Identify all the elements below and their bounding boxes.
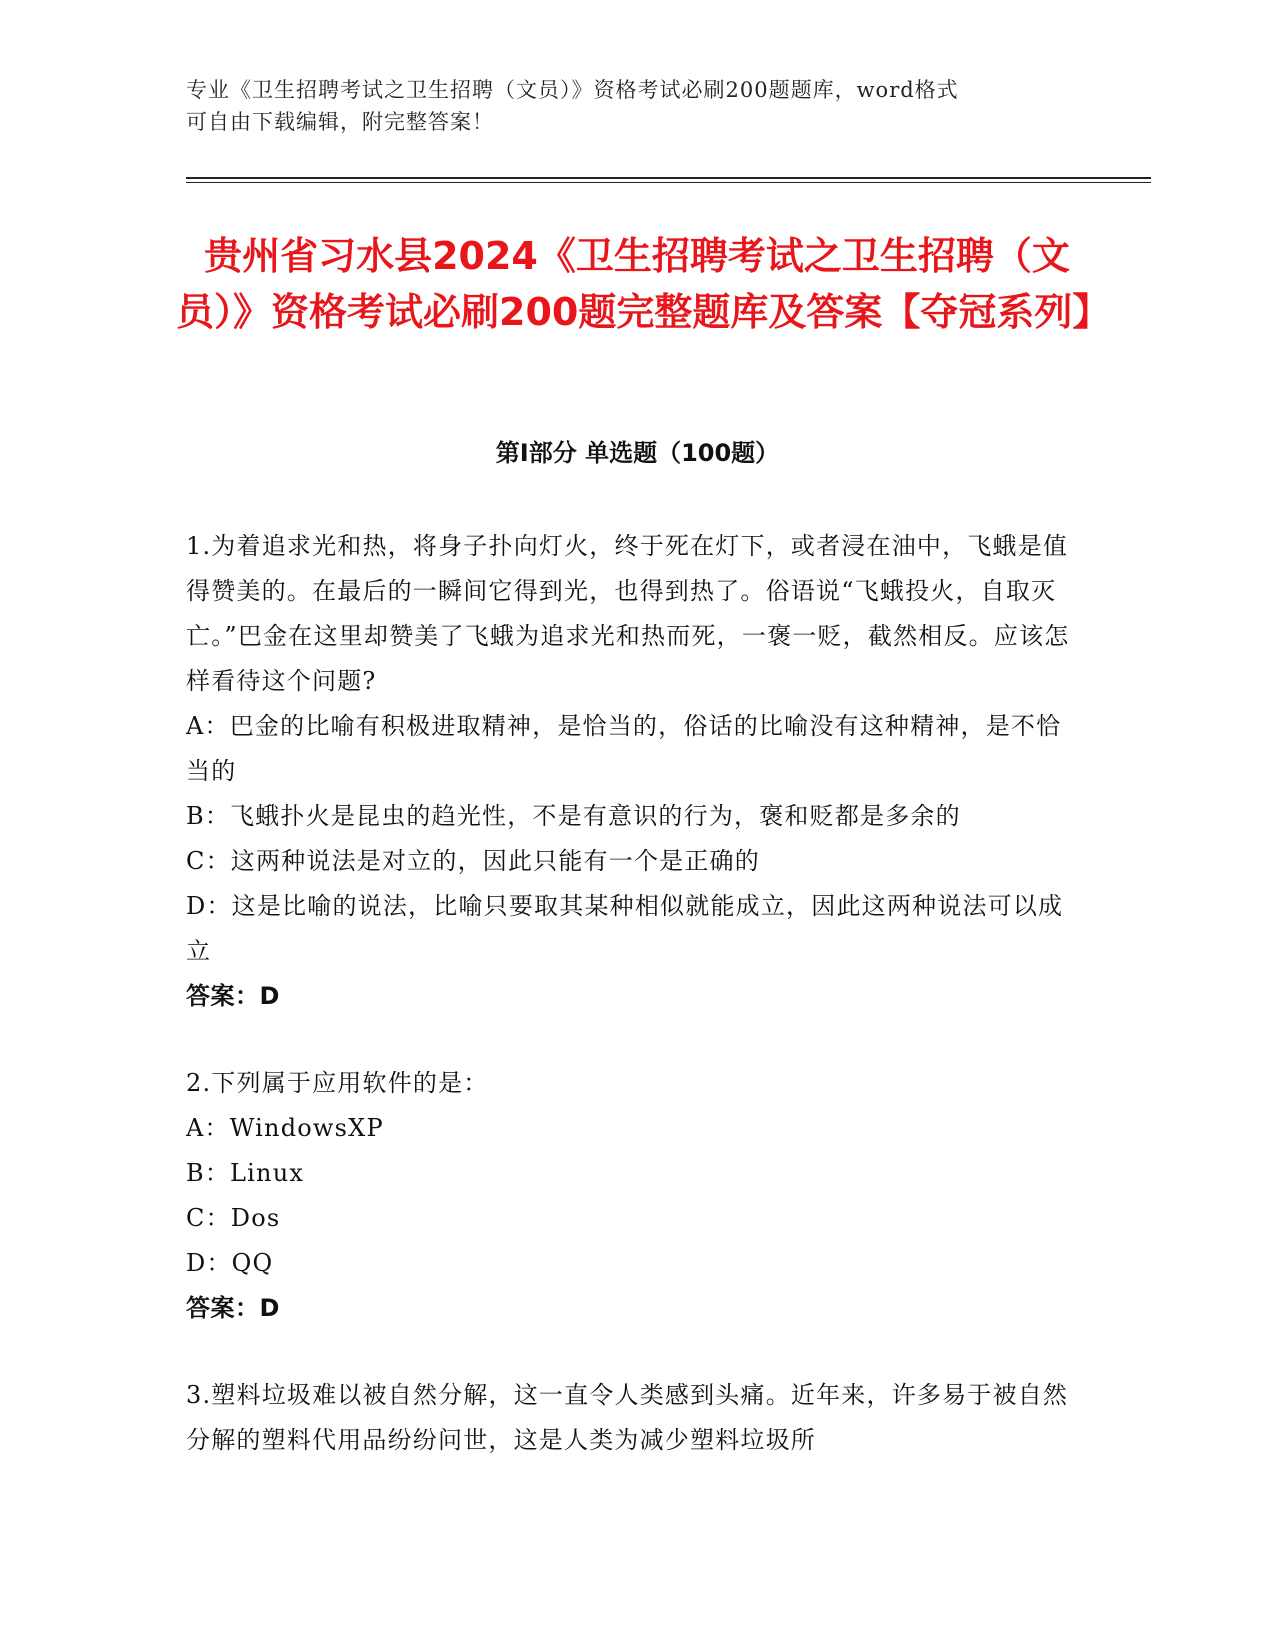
question-list (186, 524, 1076, 1505)
question-stem: 3.塑料垃圾难以被自然分解，这一直令人类感到头痛。近年来，许多易于被自然分解的塑料代用品纷纷问世，这是人类为减少塑料垃圾所 (186, 1381, 1069, 1454)
header-note-line-2: 可自由下载编辑，附完整答案！ (186, 110, 494, 134)
option-d: D：QQ (186, 1249, 274, 1277)
question-2 (186, 1061, 1076, 1331)
question-1 (186, 524, 1076, 1019)
option-c: C：这两种说法是对立的，因此只能有一个是正确的 (186, 847, 760, 875)
question-stem: 2.下列属于应用软件的是： (186, 1069, 489, 1097)
header-rule-thick (186, 177, 1151, 179)
answer-line: 答案：D (186, 1294, 280, 1322)
option-b: B：飞蛾扑火是昆虫的趋光性，不是有意识的行为，褒和贬都是多余的 (186, 802, 961, 830)
question-stem: 1.为着追求光和热，将身子扑向灯火，终于死在灯下，或者浸在油中，飞蛾是值得赞美的。在最后的一瞬间它得到光，也得到热了。俗语说“飞蛾投火，自取灭亡。”巴金在这里却赞美了飞蛾为追求光和热而死，一褒一贬，截然相反。应该怎样看待这个问题? (186, 532, 1070, 695)
option-d: D：这是比喻的说法，比喻只要取其某种相似就能成立，因此这两种说法可以成立 (186, 892, 1064, 965)
option-b: B：Linux (186, 1159, 305, 1187)
question-3 (186, 1373, 1076, 1463)
header-rule-thin (186, 182, 1151, 183)
header-note-line-1: 专业《卫生招聘考试之卫生招聘（文员）》资格考试必刷200题题库，word格式 (186, 78, 959, 102)
option-a: A：WindowsXP (186, 1114, 384, 1142)
option-c: C：Dos (186, 1204, 281, 1232)
answer-line: 答案：D (186, 982, 280, 1010)
section-heading: 第Ⅰ部分 单选题（100题） (495, 439, 780, 467)
option-a: A：巴金的比喻有积极进取精神，是恰当的，俗话的比喻没有这种精神，是不恰当的 (186, 712, 1062, 785)
document-title: 贵州省习水县2024《卫生招聘考试之卫生招聘（文员）》资格考试必刷200题完整题库及答案【夺冠系列】 (176, 234, 1111, 334)
header-note (186, 74, 1066, 138)
